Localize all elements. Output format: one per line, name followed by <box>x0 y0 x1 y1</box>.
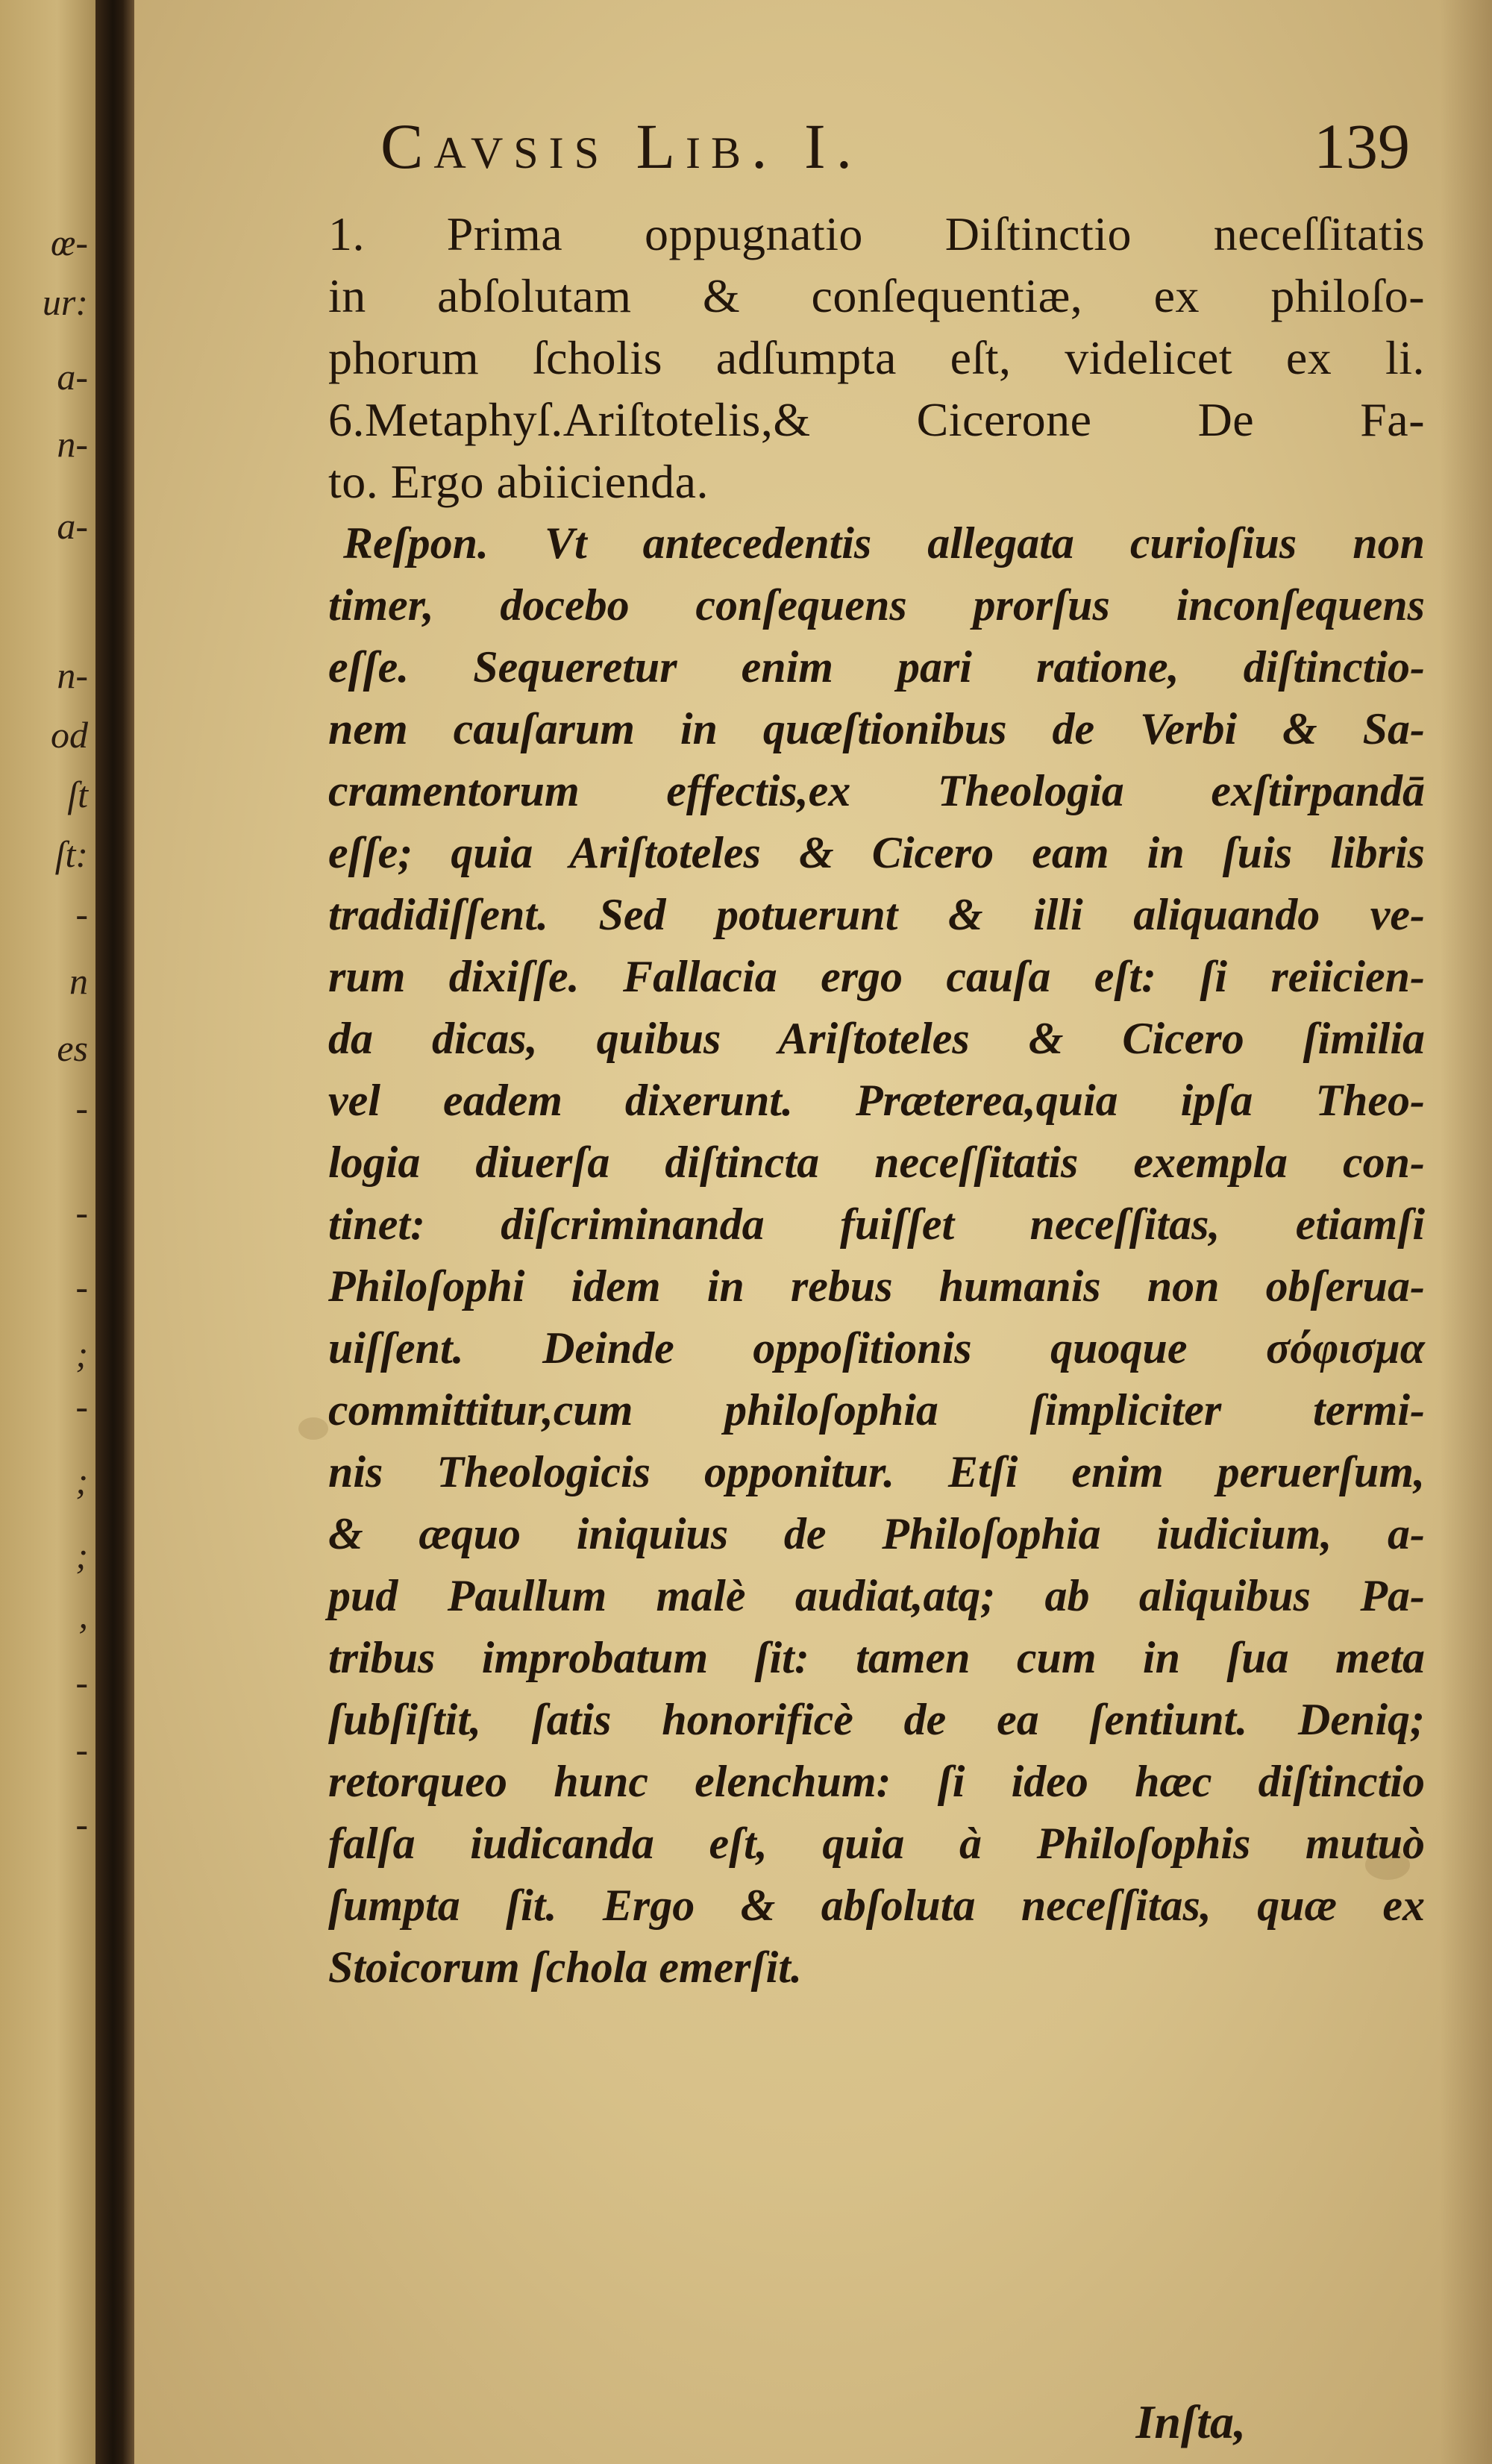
text-line: uiſſent. Deinde oppoſitionis quoque σόφισμα <box>328 1323 1425 1373</box>
text-line: committitur,cum philoſophia ſimpliciter termi- <box>328 1385 1425 1435</box>
text-line: ſubſiſtit, ſatis honorificè de ea ſentiunt. Deniq; <box>328 1695 1425 1744</box>
margin-fragment: - <box>75 893 88 935</box>
text-line: rum dixiſſe. Fallacia ergo cauſa eſt: ſi reiicien- <box>328 952 1425 1001</box>
text-line: eſſe. Sequeretur enim pari ratione, diſtinctio- <box>328 642 1425 692</box>
margin-fragment: - <box>75 1661 88 1703</box>
margin-fragment: n- <box>57 423 88 465</box>
text-line: to. Ergo abiicienda. <box>328 455 709 508</box>
text-line: cramentorum effectis,ex Theologia exſtirpandā <box>328 766 1425 815</box>
body-text <box>328 203 1425 1999</box>
text-line: pud Paullum malè audiat,atq; ab aliquibus Pa- <box>328 1571 1425 1620</box>
margin-fragment: ſt <box>67 774 88 815</box>
catchword: Inſta, <box>1135 2395 1246 2448</box>
paper-stain <box>298 1417 328 1440</box>
margin-fragment: ſt: <box>54 833 88 875</box>
margin-fragment: ; <box>75 1534 88 1576</box>
text-line: eſſe; quia Ariſtoteles & Cicero eam in ſuis libris <box>328 828 1425 877</box>
text-line: tinet: diſcriminanda fuiſſet neceſſitas, etiamſi <box>328 1200 1425 1249</box>
text-line: 6.Metaphyſ.Ariſtotelis,& Cicerone De Fa- <box>328 393 1425 446</box>
text-line: timer, docebo conſequens prorſus inconſequens <box>328 580 1425 630</box>
text-line: Stoicorum ſchola emerſit. <box>328 1943 802 1992</box>
text-line: phorum ſcholis adſumpta eſt, videlicet ex li. <box>328 331 1425 384</box>
text-line: nis Theologicis opponitur. Etſi enim peruerſum, <box>328 1447 1425 1496</box>
margin-fragment: - <box>75 1385 88 1427</box>
text-line: & æquo iniquius de Philoſophia iudicium, a- <box>328 1509 1425 1558</box>
text-line: falſa iudicanda eſt, quia à Philoſophis mutuò <box>328 1819 1425 1868</box>
margin-fragment: ; <box>75 1333 88 1375</box>
running-title: Cavsis Lib. I. <box>380 110 863 182</box>
text-line: ſumpta ſit. Ergo & abſoluta neceſſitas, quæ ex <box>328 1881 1425 1930</box>
text-line: in abſolutam & conſequentiæ, ex philoſo- <box>328 269 1425 322</box>
margin-fragment: n <box>69 960 88 1002</box>
book-gutter <box>95 0 134 2464</box>
margin-fragment: - <box>75 1728 88 1770</box>
margin-fragment: a- <box>57 356 88 398</box>
margin-fragment: ur: <box>42 281 88 323</box>
margin-fragment: - <box>75 1803 88 1845</box>
text-line: nem cauſarum in quæſtionibus de Verbi & Sa- <box>328 704 1425 753</box>
page-header <box>380 108 1410 198</box>
margin-fragment: - <box>75 1087 88 1129</box>
text-line: logia diuerſa diſtincta neceſſitatis exempla con- <box>328 1138 1425 1187</box>
text-line: vel eadem dixerunt. Præterea,quia ipſa Theo- <box>328 1076 1425 1125</box>
text-line: tradidiſſent. Sed potuerunt & illi aliquando ve- <box>328 890 1425 939</box>
margin-fragment: , <box>78 1594 88 1636</box>
margin-fragment: n- <box>57 654 88 696</box>
margin-fragment: a- <box>57 505 88 547</box>
text-line: retorqueo hunc elenchum: ſi ideo hæc diſtinctio <box>328 1757 1425 1806</box>
adjacent-page-fragment <box>0 0 95 2464</box>
text-line: Reſpon. Vt antecedentis allegata curioſius non <box>343 518 1425 568</box>
margin-fragment: od <box>51 714 88 756</box>
text-line: 1. Prima oppugnatio Diſtinctio neceſſitatis <box>328 207 1425 260</box>
text-line: Philoſophi idem in rebus humanis non obſerua- <box>328 1261 1425 1311</box>
text-line: da dicas, quibus Ariſtoteles & Cicero ſimilia <box>328 1014 1425 1063</box>
margin-fragment: œ- <box>51 222 88 263</box>
margin-fragment: es <box>57 1027 88 1069</box>
margin-fragment: ; <box>75 1460 88 1502</box>
margin-fragment: - <box>75 1266 88 1308</box>
page-number: 139 <box>1314 110 1410 182</box>
text-line: tribus improbatum ſit: tamen cum in ſua meta <box>328 1633 1425 1682</box>
margin-fragment: - <box>75 1191 88 1233</box>
